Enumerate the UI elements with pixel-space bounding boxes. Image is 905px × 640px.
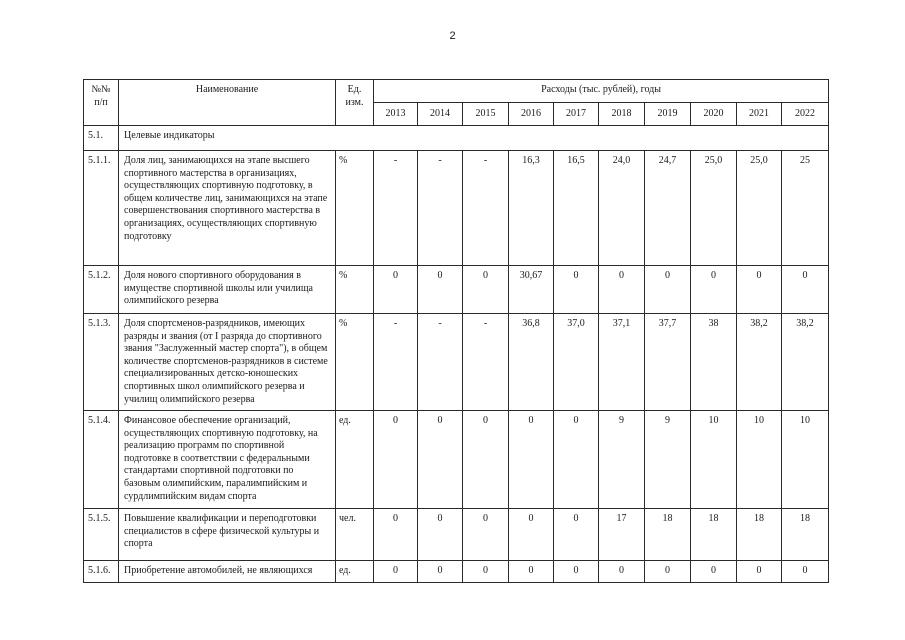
- value-cell: 0: [463, 561, 509, 583]
- value-cell: -: [463, 314, 509, 411]
- row-number: 5.1.2.: [84, 266, 119, 314]
- value-cell: 0: [463, 266, 509, 314]
- indicator-name: Повышение квалификации и переподготовки специалистов в сфере физической культуры и спорта: [119, 509, 336, 561]
- unit-cell: %: [336, 266, 374, 314]
- header-year: 2015: [463, 103, 509, 126]
- value-cell: 10: [691, 411, 737, 509]
- value-cell: 10: [782, 411, 829, 509]
- value-cell: 0: [645, 266, 691, 314]
- value-cell: 25: [782, 151, 829, 266]
- value-cell: 0: [509, 509, 554, 561]
- value-cell: 38,2: [782, 314, 829, 411]
- page-number: 2: [449, 30, 456, 42]
- header-year: 2013: [374, 103, 418, 126]
- header-year: 2018: [599, 103, 645, 126]
- value-cell: 0: [782, 266, 829, 314]
- table-row: [84, 561, 829, 583]
- value-cell: 9: [599, 411, 645, 509]
- value-cell: 37,7: [645, 314, 691, 411]
- header-year: 2021: [737, 103, 782, 126]
- table-row: [84, 151, 829, 266]
- value-cell: 0: [463, 509, 509, 561]
- header-unit: Ед. изм.: [336, 80, 374, 126]
- unit-cell: ед.: [336, 411, 374, 509]
- value-cell: 10: [737, 411, 782, 509]
- value-cell: 18: [691, 509, 737, 561]
- indicator-name: Финансовое обеспечение организаций, осуществляющих спортивную подготовку, на реализацию программ по спортивной подготовке в соответствии с федеральными стандартами спортивной подготовки по базовым олимпийским, паралимпийским и сурдлимпийским видам спорта: [119, 411, 336, 509]
- header-row: [84, 80, 829, 103]
- value-cell: 16,3: [509, 151, 554, 266]
- unit-cell: чел.: [336, 509, 374, 561]
- value-cell: 0: [691, 266, 737, 314]
- header-year: 2019: [645, 103, 691, 126]
- value-cell: 18: [737, 509, 782, 561]
- row-number: 5.1.5.: [84, 509, 119, 561]
- value-cell: 18: [645, 509, 691, 561]
- indicators-table: [83, 79, 829, 583]
- value-cell: -: [418, 151, 463, 266]
- value-cell: 9: [645, 411, 691, 509]
- value-cell: -: [374, 151, 418, 266]
- value-cell: 37,1: [599, 314, 645, 411]
- value-cell: 0: [554, 509, 599, 561]
- header-year: 2017: [554, 103, 599, 126]
- unit-cell: ед.: [336, 561, 374, 583]
- header-year: 2022: [782, 103, 829, 126]
- value-cell: 0: [374, 411, 418, 509]
- value-cell: 25,0: [691, 151, 737, 266]
- section-num: 5.1.: [84, 126, 119, 151]
- header-num: №№ п/п: [84, 80, 119, 126]
- section-row: [84, 126, 829, 151]
- value-cell: 0: [599, 561, 645, 583]
- value-cell: 0: [554, 411, 599, 509]
- value-cell: 0: [554, 266, 599, 314]
- value-cell: 0: [463, 411, 509, 509]
- table-row: [84, 509, 829, 561]
- indicator-name: Доля лиц, занимающихся на этапе высшего спортивного мастерства в организациях, осуществляющих спортивную подготовку, в общем количестве лиц, занимающихся на этапе совершенствования спортивного мастерства в организациях, осуществляющих спортивную подготовку: [119, 151, 336, 266]
- unit-cell: %: [336, 151, 374, 266]
- header-year: 2020: [691, 103, 737, 126]
- value-cell: 0: [418, 411, 463, 509]
- row-number: 5.1.1.: [84, 151, 119, 266]
- section-title: Целевые индикаторы: [119, 126, 829, 151]
- row-number: 5.1.6.: [84, 561, 119, 583]
- value-cell: 0: [645, 561, 691, 583]
- header-expenses: Расходы (тыс. рублей), годы: [374, 80, 829, 103]
- value-cell: 0: [374, 266, 418, 314]
- value-cell: 25,0: [737, 151, 782, 266]
- value-cell: 0: [509, 561, 554, 583]
- value-cell: 0: [782, 561, 829, 583]
- value-cell: 38: [691, 314, 737, 411]
- row-number: 5.1.4.: [84, 411, 119, 509]
- value-cell: 0: [374, 561, 418, 583]
- header-year: 2014: [418, 103, 463, 126]
- value-cell: 0: [599, 266, 645, 314]
- indicator-name: Доля спортсменов-разрядников, имеющих разряды и звания (от I разряда до спортивного звания "Заслуженный мастер спорта"), в общем количестве спортсменов-разрядников в системе специализированных детско-юношеских спортивных школ олимпийского резерва и училищ олимпийского резерва: [119, 314, 336, 411]
- value-cell: -: [374, 314, 418, 411]
- value-cell: 37,0: [554, 314, 599, 411]
- row-number: 5.1.3.: [84, 314, 119, 411]
- value-cell: 0: [418, 266, 463, 314]
- value-cell: 0: [418, 561, 463, 583]
- header-name: Наименование: [119, 80, 336, 126]
- value-cell: 0: [374, 509, 418, 561]
- value-cell: 17: [599, 509, 645, 561]
- header-year: 2016: [509, 103, 554, 126]
- value-cell: 0: [418, 509, 463, 561]
- value-cell: -: [418, 314, 463, 411]
- table-row: [84, 266, 829, 314]
- value-cell: 0: [737, 561, 782, 583]
- value-cell: 0: [737, 266, 782, 314]
- value-cell: 16,5: [554, 151, 599, 266]
- value-cell: 24,0: [599, 151, 645, 266]
- value-cell: 0: [509, 411, 554, 509]
- indicator-name: Приобретение автомобилей, не являющихся: [119, 561, 336, 583]
- value-cell: -: [463, 151, 509, 266]
- value-cell: 0: [691, 561, 737, 583]
- value-cell: 38,2: [737, 314, 782, 411]
- value-cell: 30,67: [509, 266, 554, 314]
- unit-cell: %: [336, 314, 374, 411]
- value-cell: 36,8: [509, 314, 554, 411]
- table-row: [84, 314, 829, 411]
- value-cell: 18: [782, 509, 829, 561]
- value-cell: 0: [554, 561, 599, 583]
- indicator-name: Доля нового спортивного оборудования в имуществе спортивной школы или училища олимпийского резерва: [119, 266, 336, 314]
- table-row: [84, 411, 829, 509]
- value-cell: 24,7: [645, 151, 691, 266]
